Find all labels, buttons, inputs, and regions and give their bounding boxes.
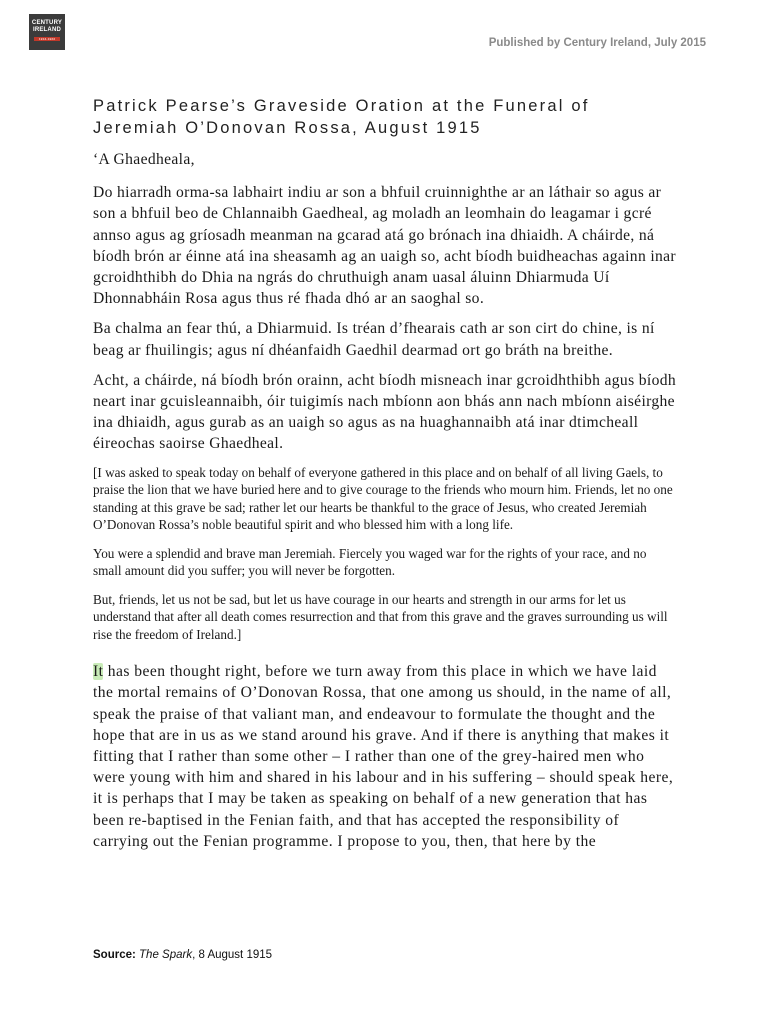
source-date: , 8 August 1915 [192,949,273,961]
irish-paragraph-1: Do hiarradh orma-sa labhairt indiu ar son a bhfuil cruinnighthe ar an láthair so agus ar son a bhfuil beo de Chlannaibh Gaedheal, ag moladh an leomhain do leagamar i gcré annso agus ag gríosadh meanman na gcarad atá go brónach ina dhiaidh. A cháirde, ná bíodh brón ar éinne atá ina sheasamh ag an uaigh so, acht bíodh buidheachas againn inar gcroidhthibh do Dhia na ngrás do chruthuigh anam uasal áluinn Dhiarmuda Uí Dhonnabháin Rosa agus thus ré fhada dhó ar an saoghal so. [93,184,676,308]
translation-paragraph-1: [I was asked to speak today on behalf of everyone gathered in this place and on behalf of all living Gaels, to praise the lion that we have buried here and to give courage to the friends who mourn him. Friends, let no one standing at this grave be sad; rather let our hearts be thankful to the grace of Jesus, who created Jeremiah O’Donovan Rossa’s noble beautiful spirit and who blessed him with a long life. [93,464,673,533]
english-oration-paragraph [93,661,676,852]
highlighted-word[interactable]: It [93,663,104,681]
published-by-note: Published by Century Ireland, July 2015 [488,37,706,49]
logo-text-line2: IRELAND [32,27,62,33]
source-citation [93,949,272,961]
document-title: Patrick Pearse’s Graveside Oration at the Funeral of Jeremiah O’Donovan Rossa, August 1915 [93,97,590,137]
century-ireland-logo [29,14,65,50]
source-publication: The Spark [139,949,193,961]
logo-strip: 1913-1923 [34,37,60,41]
english-oration-text: has been thought right, before we turn away from this place in which we have laid the mortal remains of O’Donovan Rossa, that one among us should, in the name of all, speak the praise of that valiant man, and endeavour to formulate the thought and the hope that are in us as we stand around his grave. And if there is anything that makes it fitting that I rather than some other – I rather than one of the grey-haired men who were young with him and shared in his labour and in his suffering – should speak here, it is perhaps that I may be taken as speaking on behalf of a new generation that has been re-baptised in the Fenian faith, and that has accepted the responsibility of carrying out the Fenian programme. I propose to you, then, that here by the [93,663,674,850]
source-label: Source: [93,949,136,961]
irish-greeting: ‘A Ghaedheala, [93,151,195,168]
irish-paragraph-2: Ba chalma an fear thú, a Dhiarmuid. Is tréan d’fhearais cath ar son cirt do chine, is ní beag ar fhuilingis; agus ní dhéanfaidh Gaedhil dearmad ort go bráth na breithe. [93,320,655,359]
irish-paragraph-3: Acht, a cháirde, ná bíodh brón orainn, acht bíodh misneach inar gcroidhthibh agus bíodh neart inar gcuisleannaibh, óir tuigimís nach mbíonn aon bhás ann nach mbíonn aiséirghe ina dhiaidh, agus gurab as an uaigh so agus as na huaghannaibh atá inar dtimcheall éireochas saoirse Ghaedheal. [93,371,677,453]
logo-text-line1: CENTURY [31,20,63,26]
document-body [93,95,676,852]
translation-paragraph-3: But, friends, let us not be sad, but let us have courage in our hearts and strength in our arms for let us understand that after all death comes resurrection and that from this grave and the graves surrounding us will rise the freedom of Ireland.] [93,591,668,642]
translation-paragraph-2: You were a splendid and brave man Jeremiah. Fiercely you waged war for the rights of your race, and no small amount did you suffer; you will never be forgotten. [93,545,647,579]
